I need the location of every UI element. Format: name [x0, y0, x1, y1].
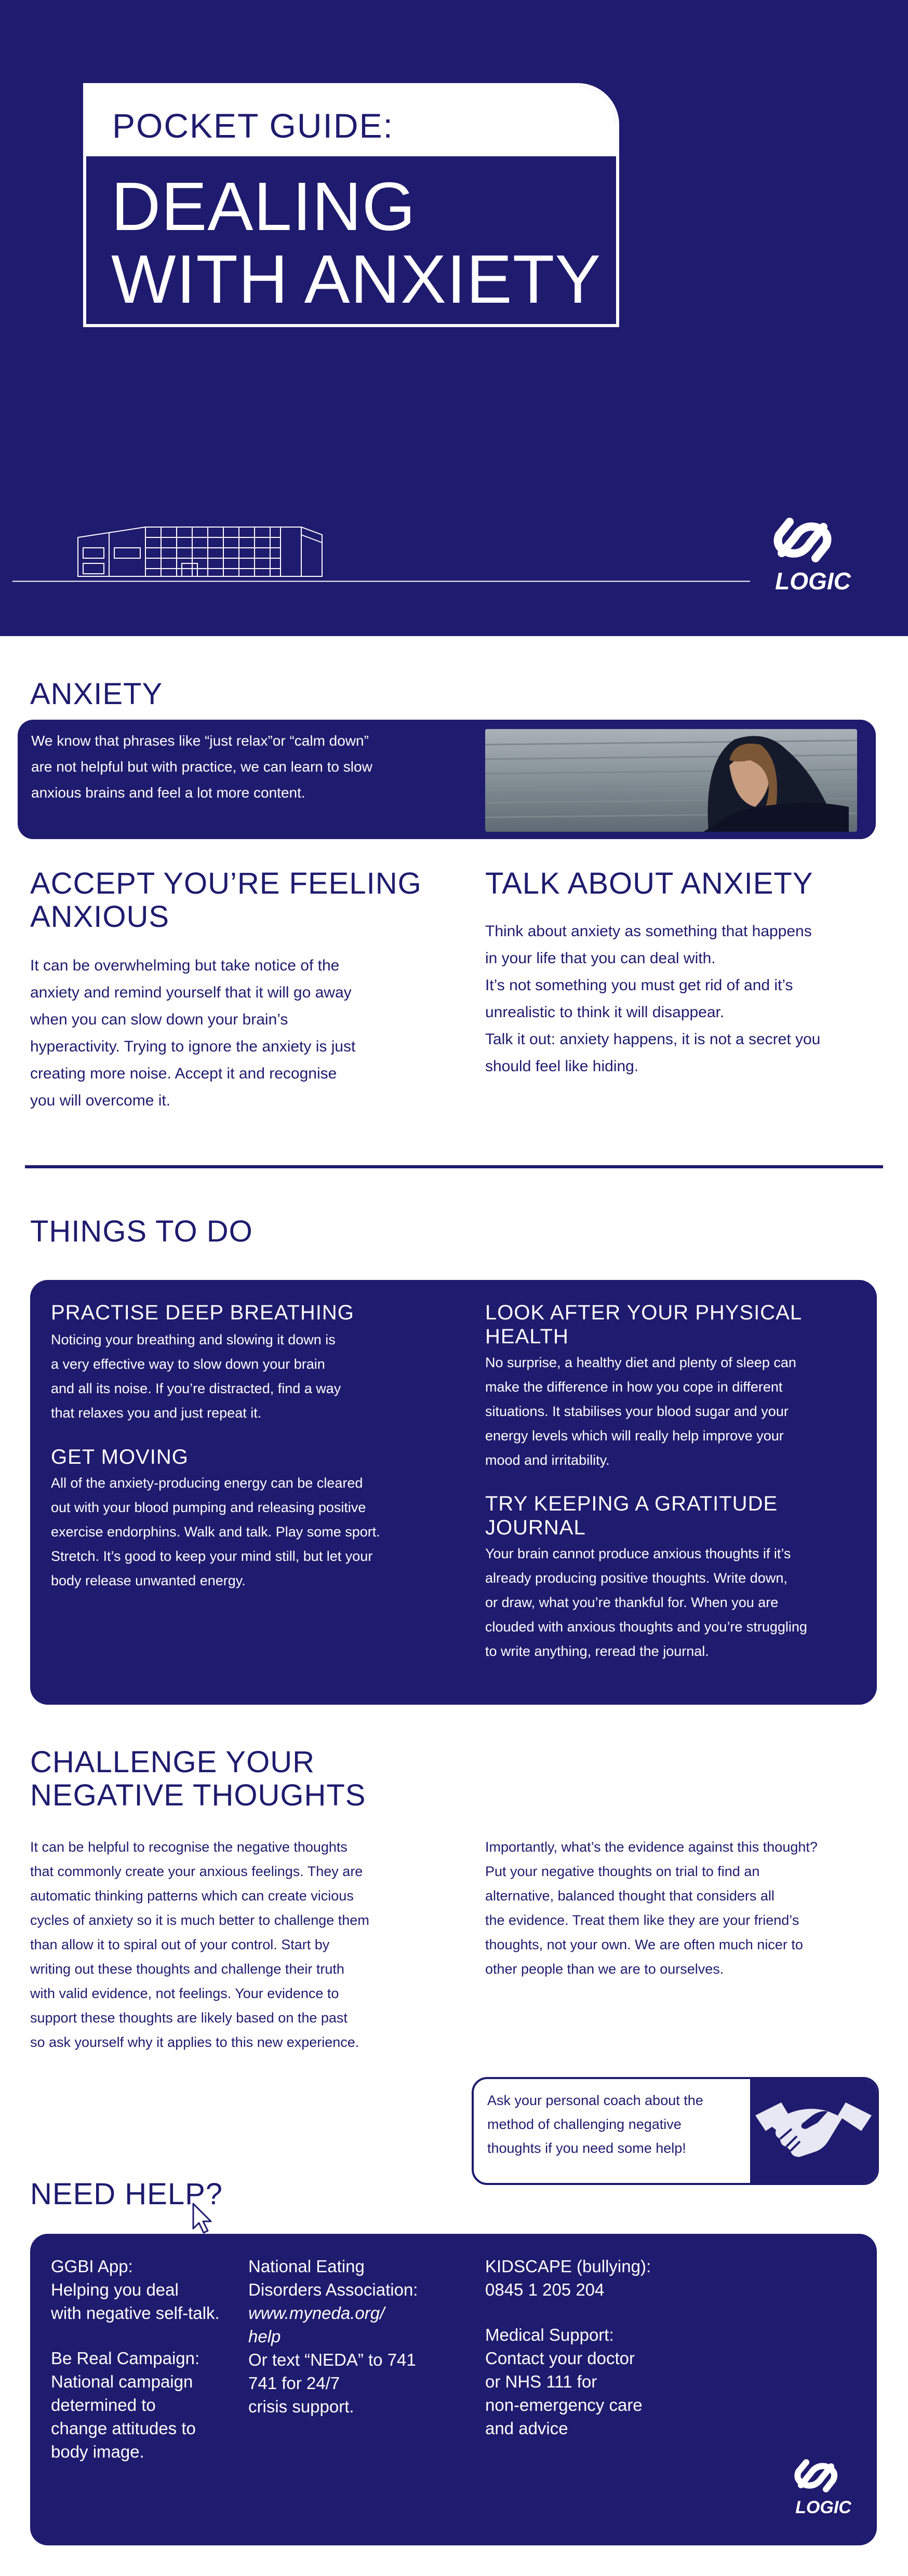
text-line: or draw, what you’re thankful for. When you are — [485, 1595, 779, 1610]
need-help-panel — [30, 2234, 877, 2545]
text-line: with valid evidence, not feelings. Your evidence to — [30, 1986, 339, 2001]
page-title — [111, 170, 601, 316]
text-line: Talk it out: anxiety happens, it is not a secret you — [485, 1031, 821, 1048]
coach-callout-text — [487, 2088, 752, 2160]
accept-heading — [30, 867, 422, 934]
text-line: should feel like hiding. — [485, 1058, 639, 1075]
kidscape-phone: 0845 1 205 204 — [485, 2280, 605, 2299]
medical-support-label: Medical Support: — [485, 2325, 614, 2344]
text-line: National campaign — [51, 2372, 193, 2391]
neda-link-cont[interactable]: help — [248, 2327, 281, 2346]
physical-health-heading — [485, 1301, 802, 1348]
text-line: Importantly, what’s the evidence against this thought? — [485, 1839, 818, 1855]
gratitude-heading — [485, 1492, 778, 1540]
text-line: already producing positive thoughts. Write down, — [485, 1570, 787, 1586]
page-title-line1: DEALING — [111, 168, 416, 245]
challenge-heading — [30, 1746, 366, 1812]
gratitude-body — [485, 1542, 870, 1664]
text-line: No surprise, a healthy diet and plenty of sleep can — [485, 1355, 796, 1370]
text-line: creating more noise. Accept it and recognise — [30, 1065, 337, 1082]
talk-body — [485, 918, 880, 1080]
page-title-line2: WITH ANXIETY — [111, 241, 602, 317]
coach-callout — [472, 2077, 879, 2185]
text-line: you will overcome it. — [30, 1092, 171, 1109]
text-line: change attitudes to — [51, 2419, 196, 2438]
text-line: Or text “NEDA” to 741 — [248, 2350, 416, 2369]
kidscape-label: KIDSCAPE (bullying): — [485, 2257, 651, 2276]
talk-heading: TALK ABOUT ANXIETY — [485, 867, 813, 900]
physical-health-heading-line1: LOOK AFTER YOUR PHYSICAL — [485, 1301, 803, 1324]
text-line: that relaxes you and just repeat it. — [51, 1405, 262, 1421]
school-building-illustration — [62, 506, 332, 589]
hero-banner — [0, 0, 908, 636]
text-line: It can be overwhelming but take notice of the — [30, 957, 340, 974]
text-line: cycles of anxiety so it is much better to challenge them — [30, 1912, 369, 1928]
things-to-do-heading: THINGS TO DO — [30, 1215, 253, 1248]
text-line: clouded with anxious thoughts and you’re struggling — [485, 1619, 807, 1635]
gratitude-heading-line1: TRY KEEPING A GRATITUDE — [485, 1492, 778, 1515]
need-help-heading: NEED HELP? — [30, 2177, 223, 2211]
text-line: anxiety and remind yourself that it will go away — [30, 984, 352, 1001]
logic-logo-icon — [753, 506, 873, 597]
text-line: Think about anxiety as something that happens — [485, 923, 812, 940]
logic-logo — [753, 506, 873, 597]
help-column-1 — [51, 2255, 259, 2463]
text-line: and all its noise. If you’re distracted, find a way — [51, 1381, 341, 1396]
text-line: Your brain cannot produce anxious thoughts if it’s — [485, 1546, 791, 1561]
help-column-2 — [248, 2255, 456, 2418]
text-line: It’s not something you must get rid of and it’s — [485, 977, 793, 994]
text-line: so ask yourself why it applies to this new experience. — [30, 2034, 359, 2050]
text-line: or NHS 111 for — [485, 2372, 597, 2391]
text-line: writing out these thoughts and challenge their truth — [30, 1961, 344, 1977]
anxious-person-photo — [485, 729, 857, 832]
text-line: alternative, balanced thought that considers all — [485, 1888, 775, 1904]
gratitude-heading-line2: JOURNAL — [485, 1516, 586, 1539]
text-line: with negative self-talk. — [51, 2303, 220, 2323]
text-line: in your life that you can deal with. — [485, 950, 716, 967]
logic-logo-text: LOGIC — [775, 568, 851, 595]
text-line: are not helpful but with practice, we can learn to slow — [31, 759, 372, 775]
text-line: Put your negative thoughts on trial to find an — [485, 1864, 760, 1879]
challenge-heading-line2: NEGATIVE THOUGHTS — [30, 1778, 366, 1812]
text-line: thoughts if you need some help! — [487, 2140, 686, 2156]
text-line: when you can slow down your brain’s — [30, 1011, 288, 1028]
text-line: that commonly create your anxious feelings. They are — [30, 1864, 363, 1879]
anxiety-intro-banner — [18, 720, 876, 839]
text-line: We know that phrases like “just relax”or “calm down” — [31, 733, 369, 749]
help-column-3 — [485, 2255, 719, 2440]
text-line: Contact your doctor — [485, 2349, 635, 2368]
text-line: body release unwanted energy. — [51, 1573, 246, 1588]
text-line: determined to — [51, 2395, 156, 2415]
breathing-heading: PRACTISE DEEP BREATHING — [51, 1301, 354, 1324]
text-line: Stretch. It’s good to keep your mind still, but let your — [51, 1548, 373, 1564]
physical-health-heading-line2: HEALTH — [485, 1325, 569, 1348]
text-line: and advice — [485, 2419, 568, 2438]
neda-label-line1: National Eating — [248, 2257, 365, 2276]
accept-heading-line1: ACCEPT YOU’RE FEELING — [30, 867, 422, 900]
text-line: method of challenging negative — [487, 2116, 682, 2132]
accept-body — [30, 952, 446, 1114]
breathing-body — [51, 1328, 456, 1425]
text-line: out with your blood pumping and releasing positive — [51, 1500, 366, 1515]
challenge-right-body — [485, 1835, 890, 1981]
text-line: anxious brains and feel a lot more content. — [31, 785, 305, 801]
be-real-label: Be Real Campaign: — [51, 2349, 200, 2368]
challenge-heading-line1: CHALLENGE YOUR — [30, 1745, 315, 1779]
pocket-guide-label: POCKET GUIDE: — [112, 106, 394, 145]
text-line: crisis support. — [248, 2397, 354, 2416]
text-line: body image. — [51, 2442, 144, 2461]
neda-label-line2: Disorders Association: — [248, 2280, 418, 2299]
neda-link[interactable]: www.myneda.org/ — [248, 2303, 385, 2323]
text-line: All of the anxiety-producing energy can be cleared — [51, 1475, 363, 1491]
text-line: to write anything, reread the journal. — [485, 1643, 709, 1659]
text-line: automatic thinking patterns which can create vicious — [30, 1888, 354, 1904]
text-line: support these thoughts are likely based on the past — [30, 2010, 348, 2026]
challenge-left-body — [30, 1835, 456, 2055]
text-line: mood and irritability. — [485, 1452, 610, 1468]
text-line: It can be helpful to recognise the negative thoughts — [30, 1839, 348, 1855]
logic-logo-footer-text: LOGIC — [795, 2498, 851, 2517]
section-divider — [25, 1165, 883, 1168]
anxiety-heading: ANXIETY — [30, 677, 163, 711]
physical-health-body — [485, 1351, 870, 1473]
ggbi-label: GGBI App: — [51, 2257, 133, 2276]
moving-body — [51, 1471, 466, 1593]
anxiety-intro-text — [31, 728, 436, 806]
title-card-top — [86, 86, 616, 156]
text-line: unrealistic to think it will disappear. — [485, 1004, 725, 1021]
text-line: Ask your personal coach about the — [487, 2093, 703, 2108]
text-line: situations. It stabilises your blood sugar and your — [485, 1404, 789, 1419]
text-line: the evidence. Treat them like they are your friend’s — [485, 1912, 799, 1928]
title-card — [83, 83, 619, 327]
text-line: Helping you deal — [51, 2280, 179, 2299]
moving-heading: GET MOVING — [51, 1446, 189, 1468]
text-line: than allow it to spiral out of your control. Start by — [30, 1937, 330, 1952]
text-line: exercise endorphins. Walk and talk. Play some sport. — [51, 1524, 380, 1540]
things-to-do-panel — [30, 1280, 877, 1705]
accept-heading-line2: ANXIOUS — [30, 900, 170, 934]
text-line: energy levels which will really help improve your — [485, 1428, 784, 1444]
text-line: make the difference in how you cope in different — [485, 1379, 783, 1395]
text-line: a very effective way to slow down your brain — [51, 1356, 325, 1372]
text-line: Noticing your breathing and slowing it down is — [51, 1332, 336, 1347]
text-line: thoughts, not your own. We are often much nicer to — [485, 1937, 803, 1952]
logic-logo-footer — [779, 2451, 867, 2518]
text-line: non-emergency care — [485, 2395, 643, 2415]
logic-logo-footer-icon — [779, 2451, 867, 2518]
text-line: 741 for 24/7 — [248, 2373, 340, 2393]
hero-ground-line — [12, 581, 750, 582]
text-line: other people than we are to ourselves. — [485, 1961, 724, 1977]
handshake-icon — [750, 2079, 877, 2183]
mouse-cursor-icon — [191, 2203, 216, 2235]
text-line: hyperactivity. Trying to ignore the anxiety is just — [30, 1038, 356, 1055]
